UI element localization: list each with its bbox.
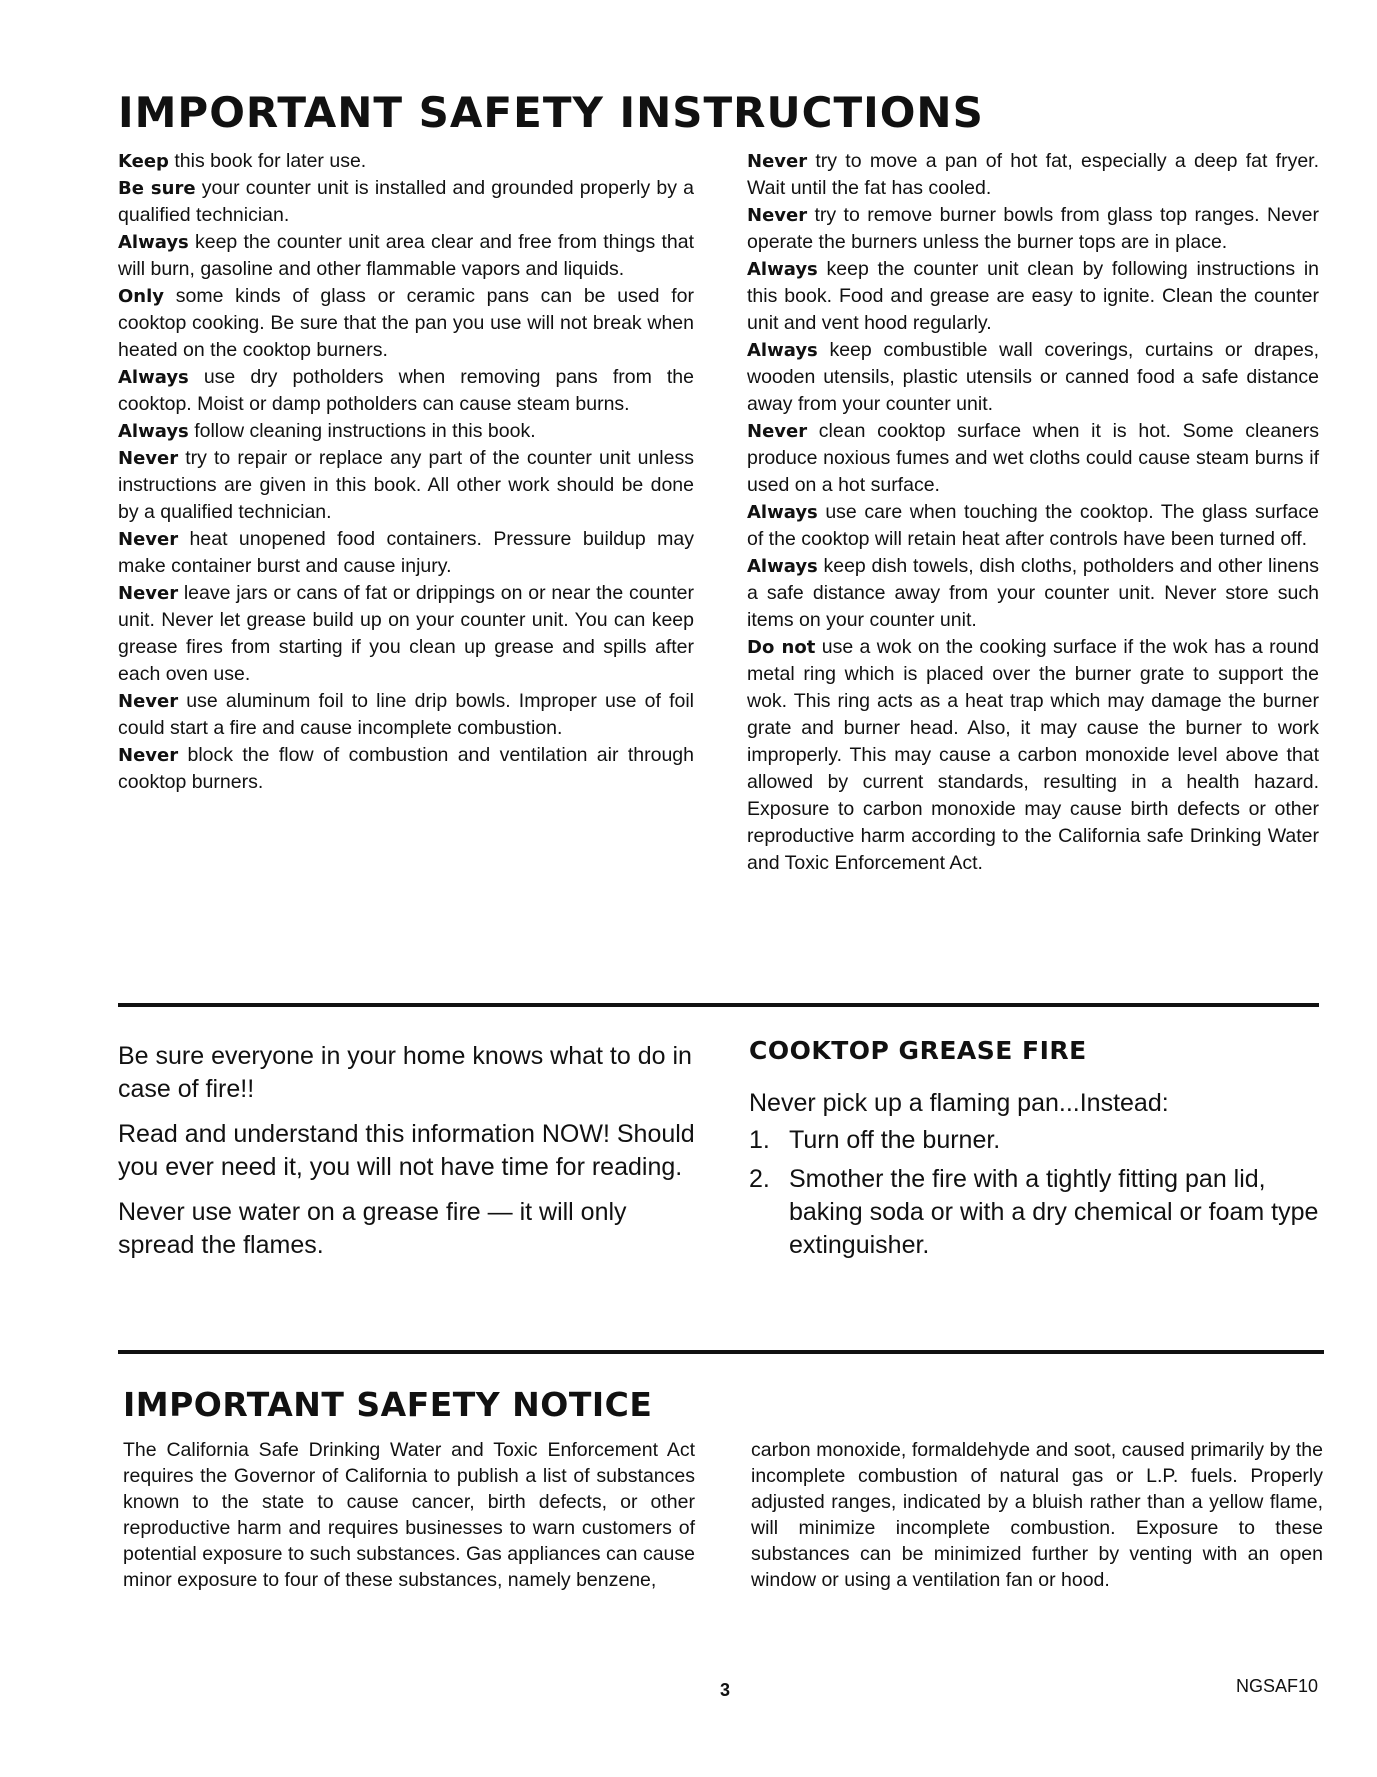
instruction-item [747, 337, 1319, 418]
instruction-lead: Do not [747, 637, 816, 658]
instruction-item [747, 256, 1319, 337]
step-text: Smother the fire with a tightly fitting pan lid, baking soda or with a dry chemical or foam type extinguisher. [789, 1165, 1319, 1259]
instruction-text: try to remove burner bowls from glass top ranges. Never operate the burners unless the burner tops are in place. [747, 204, 1319, 253]
instruction-text: keep combustible wall coverings, curtains or drapes, wooden utensils, plastic utensils or canned food a safe distance away from your counter unit. [747, 339, 1319, 415]
step-number: 1. [749, 1126, 770, 1154]
page-title: IMPORTANT SAFETY INSTRUCTIONS [118, 88, 984, 137]
instruction-item [118, 742, 694, 796]
instruction-lead: Always [747, 340, 818, 361]
instruction-text: this book for later use. [168, 150, 367, 172]
instruction-lead: Never [747, 151, 808, 172]
instruction-item [118, 283, 694, 364]
instruction-lead: Always [118, 421, 189, 442]
instruction-text: use a wok on the cooking surface if the wok has a round metal ring which is placed over the burner grate to support the wok. This ring acts as a heat trap which may damage the burner grate and burner head. Also, it may cause the burner to work improperly. This may cause a carbon monoxide level above that allowed by current standards, resulting in a health hazard. Exposure to carbon monoxide may cause birth defects or other reproductive harm according to the California safe Drinking Water and Toxic Enforcement Act. [747, 636, 1320, 874]
instruction-text: keep the counter unit area clear and free from things that will burn, gasoline and other flammable vapors and liquids. [118, 231, 694, 280]
instruction-item [118, 526, 694, 580]
instruction-lead: Always [747, 556, 818, 577]
instruction-lead: Be sure [118, 178, 196, 199]
instruction-lead: Always [747, 259, 818, 280]
instruction-item [747, 553, 1319, 634]
instruction-lead: Only [118, 286, 165, 307]
page-number: 3 [720, 1680, 731, 1700]
grease-fire-intro: Never pick up a flaming pan...Instead: [749, 1089, 1169, 1117]
grease-fire-heading: COOKTOP GREASE FIRE [749, 1036, 1087, 1065]
instruction-item [118, 580, 694, 688]
notice-text-right: carbon monoxide, formaldehyde and soot, caused primarily by the incomplete combustion of natural gas or L.P. fuels. Properly adjusted ranges, indicated by a bluish rather than a yellow flame, will minimize incomplete combustion. Exposure to these substances can be minimized further by venting with an open window or using a ventilation fan or hood. [751, 1439, 1323, 1591]
step-number: 2. [749, 1165, 770, 1193]
instruction-lead: Never [118, 745, 179, 766]
instruction-item [118, 688, 694, 742]
instructions-left-column [118, 148, 694, 796]
instruction-item [118, 364, 694, 418]
instruction-lead: Always [118, 367, 189, 388]
instruction-item [747, 418, 1319, 499]
instruction-lead: Always [118, 232, 189, 253]
fire-paragraph-3: Never use water on a grease fire — it will only spread the flames. [118, 1198, 627, 1259]
instruction-item [747, 202, 1319, 256]
grease-fire-steps [749, 1124, 1329, 1262]
instruction-item [118, 418, 694, 445]
instruction-text: your counter unit is installed and grounded properly by a qualified technician. [118, 177, 694, 226]
instruction-text: keep the counter unit clean by following instructions in this book. Food and grease are easy to ignite. Clean the counter unit and vent hood regularly. [747, 258, 1319, 334]
notice-title: IMPORTANT SAFETY NOTICE [123, 1385, 653, 1424]
section-divider [118, 1350, 1324, 1354]
instruction-lead: Never [747, 421, 808, 442]
section-divider [118, 1003, 1319, 1007]
fire-awareness-block [118, 1040, 698, 1274]
instruction-item [118, 175, 694, 229]
step-text: Turn off the burner. [789, 1126, 1001, 1154]
instruction-lead: Never [118, 691, 179, 712]
instruction-lead: Always [747, 502, 818, 523]
instructions-right-column [747, 148, 1319, 877]
instruction-text: follow cleaning instructions in this book. [188, 420, 536, 442]
instruction-lead: Never [747, 205, 808, 226]
instruction-item [118, 445, 694, 526]
instruction-text: keep dish towels, dish cloths, potholders and other linens a safe distance away from your counter unit. Never store such items on your counter unit. [747, 555, 1319, 631]
grease-fire-step [749, 1163, 1329, 1262]
instruction-item [747, 148, 1319, 202]
notice-text-left: The California Safe Drinking Water and Toxic Enforcement Act requires the Governor of California to publish a list of substances known to the state to cause cancer, birth defects, or other reproductive harm and requires businesses to warn customers of potential exposure to such substances. Gas appliances can cause minor exposure to four of these substances, namely benzene, [123, 1439, 695, 1591]
instruction-lead: Keep [118, 151, 169, 172]
grease-fire-block [749, 1034, 1329, 1268]
instruction-text: try to move a pan of hot fat, especially a deep fat fryer. Wait until the fat has cooled. [747, 150, 1319, 199]
instruction-text: leave jars or cans of fat or drippings on or near the counter unit. Never let grease build up on your counter unit. You can keep grease fires from starting if you clean up grease and spills after each oven use. [118, 582, 694, 685]
instruction-item [747, 634, 1319, 877]
instruction-item [118, 229, 694, 283]
grease-fire-step [749, 1124, 1329, 1157]
document-code: NGSAF10 [1236, 1676, 1319, 1696]
fire-paragraph-1: Be sure everyone in your home knows what to do in case of fire!! [118, 1042, 692, 1103]
instruction-lead: Never [118, 529, 179, 550]
instruction-text: clean cooktop surface when it is hot. Some cleaners produce noxious fumes and wet cloths could cause steam burns if used on a hot surface. [747, 420, 1319, 496]
instruction-text: use dry potholders when removing pans from the cooktop. Moist or damp potholders can cause steam burns. [118, 366, 694, 415]
instruction-text: heat unopened food containers. Pressure buildup may make container burst and cause injury. [118, 528, 694, 577]
instruction-text: use care when touching the cooktop. The glass surface of the cooktop will retain heat after controls have been turned off. [747, 501, 1319, 550]
instruction-lead: Never [118, 448, 179, 469]
instruction-text: some kinds of glass or ceramic pans can be used for cooktop cooking. Be sure that the pan you use will not break when heated on the cooktop burners. [118, 285, 694, 361]
instruction-lead: Never [118, 583, 179, 604]
instruction-text: try to repair or replace any part of the counter unit unless instructions are given in this book. All other work should be done by a qualified technician. [118, 447, 694, 523]
fire-paragraph-2: Read and understand this information NOW! Should you ever need it, you will not have time for reading. [118, 1120, 695, 1181]
instruction-text: use aluminum foil to line drip bowls. Improper use of foil could start a fire and cause incomplete combustion. [118, 690, 694, 739]
instruction-item [747, 499, 1319, 553]
instruction-item [118, 148, 694, 175]
instruction-text: block the flow of combustion and ventilation air through cooktop burners. [118, 744, 694, 793]
